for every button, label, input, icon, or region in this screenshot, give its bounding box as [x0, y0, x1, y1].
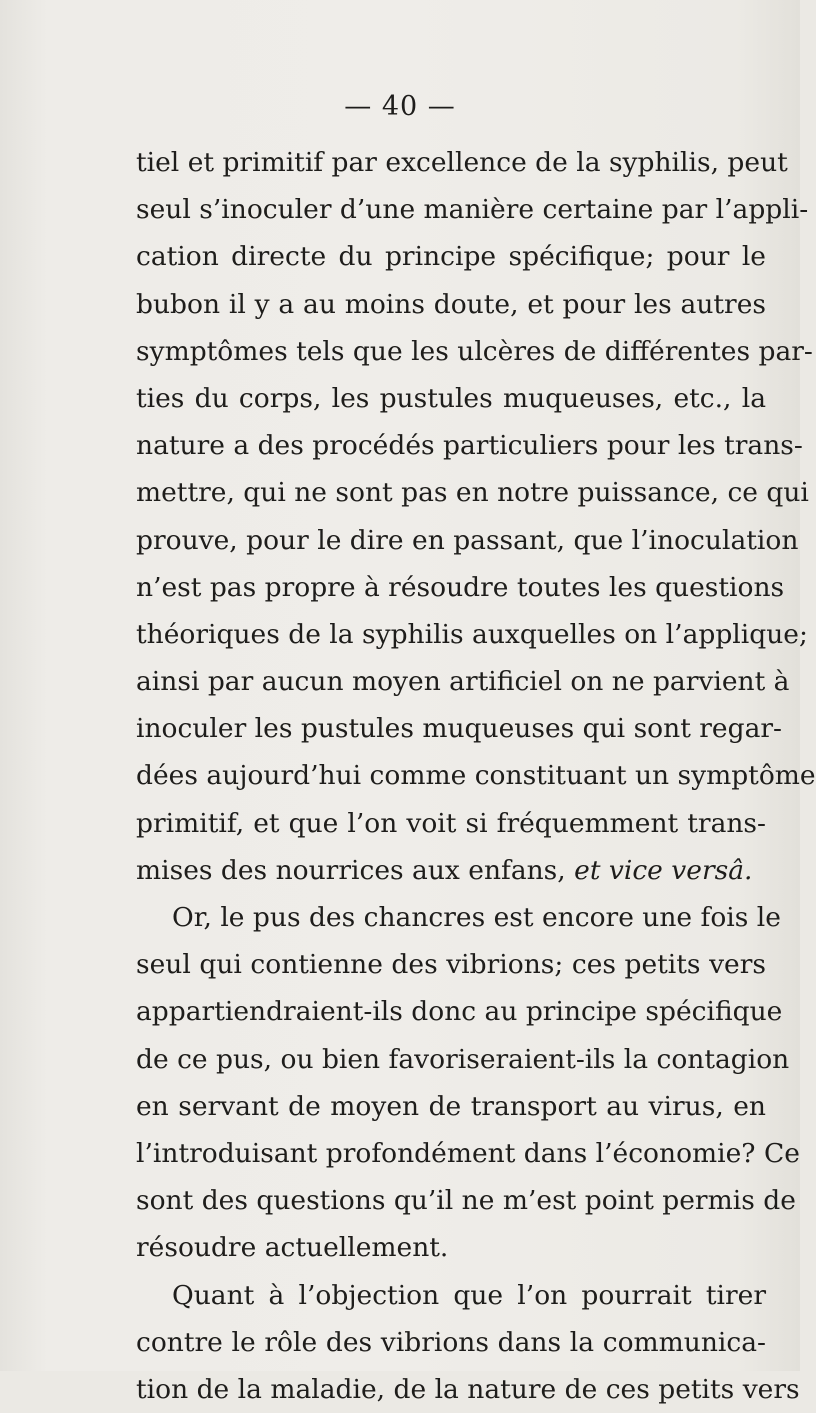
- italic-phrase: et vice versâ.: [574, 855, 752, 886]
- text-line: prouve, pour le dire en passant, que l’inoculation: [136, 517, 766, 564]
- page-number: — 40 —: [0, 92, 800, 122]
- text-line: sont des questions qu’il ne m’est point permis de: [136, 1177, 766, 1224]
- text-line: inoculer les pustules muqueuses qui sont regar-: [136, 705, 766, 752]
- text-line: primitif, et que l’on voit si fréquemment trans-: [136, 800, 766, 847]
- text-line: [136, 847, 766, 894]
- text-line: seul s’inoculer d’une manière certaine par l’appli-: [136, 186, 766, 233]
- text-line: seul qui contienne des vibrions; ces petits vers: [136, 941, 766, 988]
- text-line: Or, le pus des chancres est encore une fois le: [136, 894, 766, 941]
- text-line: théoriques de la syphilis auxquelles on l’applique;: [136, 611, 766, 658]
- text-line: dées aujourd’hui comme constituant un symptôme: [136, 752, 766, 799]
- text-line: résoudre actuellement.: [136, 1224, 766, 1271]
- text-line: ties du corps, les pustules muqueuses, etc., la: [136, 375, 766, 422]
- text-line: n’est pas propre à résoudre toutes les questions: [136, 564, 766, 611]
- text-line: tion de la maladie, de la nature de ces petits vers: [136, 1366, 766, 1413]
- paragraph: [136, 1272, 766, 1413]
- text-line: appartiendraient-ils donc au principe spécifique: [136, 988, 766, 1035]
- text-line: en servant de moyen de transport au virus, en: [136, 1083, 766, 1130]
- text-line: tiel et primitif par excellence de la syphilis, peut: [136, 139, 766, 186]
- text-line: Quant à l’objection que l’on pourrait tirer: [136, 1272, 766, 1319]
- text-line: nature a des procédés particuliers pour les trans-: [136, 422, 766, 469]
- text-line: de ce pus, ou bien favoriseraient-ils la contagion: [136, 1036, 766, 1083]
- text-line: mettre, qui ne sont pas en notre puissance, ce qui: [136, 469, 766, 516]
- text-run: mises des nourrices aux enfans,: [136, 855, 574, 886]
- text-line: bubon il y a au moins doute, et pour les autres: [136, 281, 766, 328]
- body-text: [136, 139, 766, 1413]
- text-line: cation directe du principe spécifique; pour le: [136, 233, 766, 280]
- paragraph: [136, 139, 766, 894]
- text-line: ainsi par aucun moyen artificiel on ne parvient à: [136, 658, 766, 705]
- text-line: contre le rôle des vibrions dans la communica-: [136, 1319, 766, 1366]
- text-line: l’introduisant profondément dans l’économie? Ce: [136, 1130, 766, 1177]
- paragraph: [136, 894, 766, 1272]
- text-line: symptômes tels que les ulcères de différentes par-: [136, 328, 766, 375]
